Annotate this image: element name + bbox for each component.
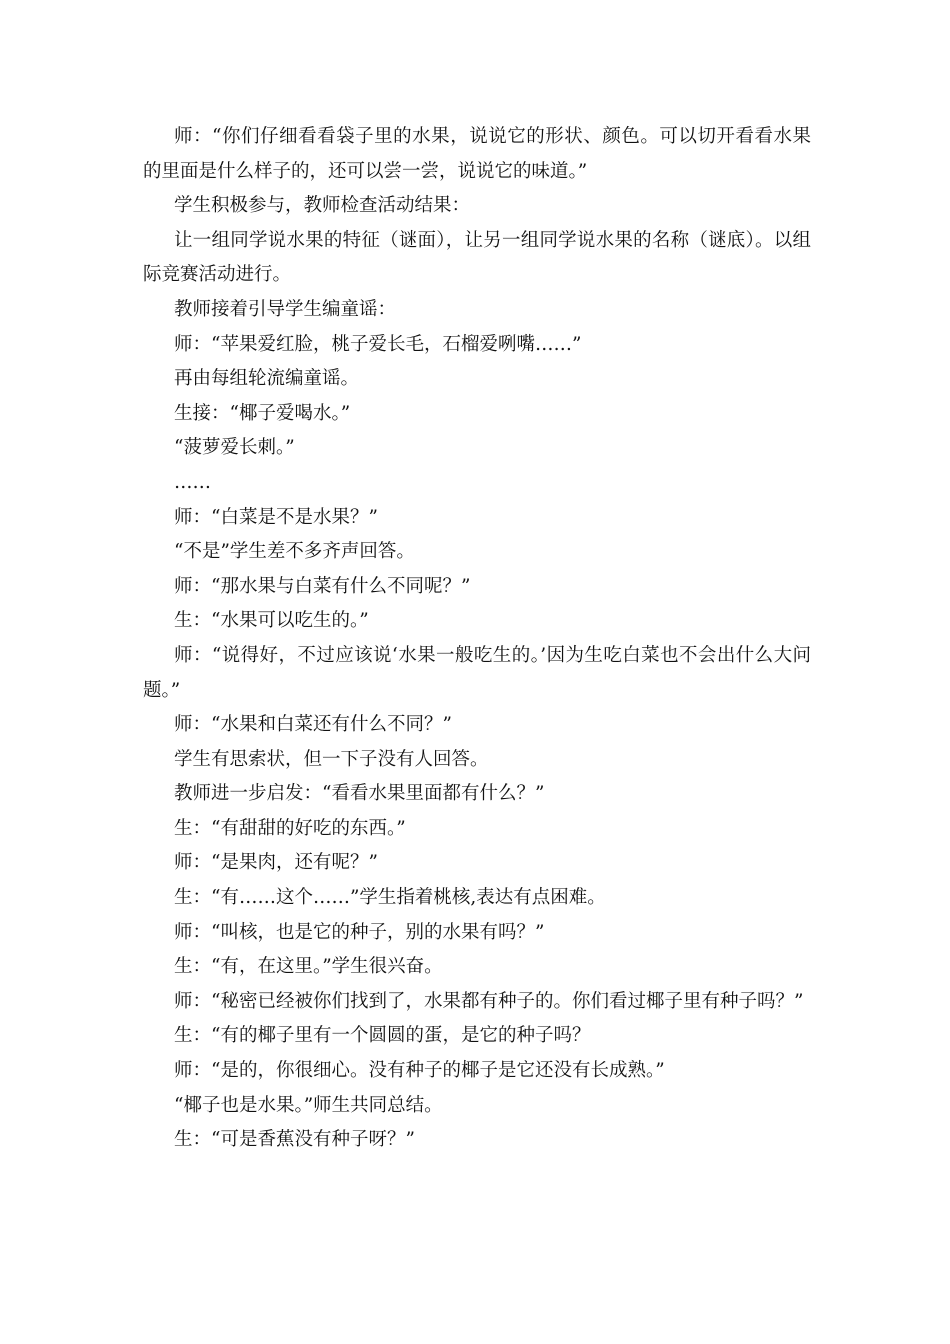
paragraph: 师：“是果肉，还有呢？” (174, 852, 378, 874)
paragraph: “不是”学生差不多齐声回答。 (174, 541, 415, 563)
document-body (143, 120, 811, 1158)
paragraph: 师：“那水果与白菜有什么不同呢？” (174, 575, 471, 597)
paragraph: 师：“叫核，也是它的种子，别的水果有吗？” (174, 921, 545, 943)
paragraph: 生：“有，在这里。”学生很兴奋。 (174, 956, 443, 978)
paragraph: 师：“水果和白菜还有什么不同？” (174, 714, 452, 736)
paragraph: 师：“是的，你很细心。没有种子的椰子是它还没有长成熟。” (174, 1060, 665, 1082)
paragraph: 师：“说得好，不过应该说‘水果一般吃生的。’因为生吃白菜也不会出什么大问题。” (143, 644, 811, 701)
paragraph: 生：“有……这个……”学生指着桃核,表达有点困难。 (174, 887, 606, 909)
paragraph: 师：“秘密已经被你们找到了，水果都有种子的。你们看过椰子里有种子吗？” (174, 990, 804, 1012)
paragraph: 生：“有的椰子里有一个圆圆的蛋，是它的种子吗？ (174, 1025, 591, 1047)
paragraph: 师：“苹果爱红脸，桃子爱长毛，石榴爱咧嘴……” (174, 333, 582, 355)
paragraph: 生接：“椰子爱喝水。” (174, 402, 351, 424)
paragraph: 师：“白菜是不是水果？” (174, 506, 378, 528)
paragraph: 生：“可是香蕉没有种子呀？” (174, 1129, 415, 1151)
paragraph: 让一组同学说水果的特征（谜面），让另一组同学说水果的名称（谜底）。以组际竞赛活动进行。 (143, 229, 811, 286)
paragraph: 师：“你们仔细看看袋子里的水果，说说它的形状、颜色。可以切开看看水果的里面是什么样子的，还可以尝一尝，说说它的味道。” (143, 126, 811, 182)
paragraph: 再由每组轮流编童谣。 (174, 368, 360, 390)
paragraph: …… (174, 471, 211, 493)
paragraph: 教师接着引导学生编童谣： (174, 298, 397, 320)
paragraph: 生：“水果可以吃生的。” (174, 610, 369, 632)
paragraph: 生：“有甜甜的好吃的东西。” (174, 817, 406, 839)
paragraph: 学生积极参与，教师检查活动结果： (174, 195, 471, 217)
paragraph: “菠萝爱长刺。” (174, 437, 295, 459)
paragraph: 学生有思索状，但一下子没有人回答。 (174, 748, 489, 770)
paragraph: “椰子也是水果。”师生共同总结。 (174, 1094, 443, 1116)
paragraph: 教师进一步启发：“看看水果里面都有什么？” (174, 783, 545, 805)
